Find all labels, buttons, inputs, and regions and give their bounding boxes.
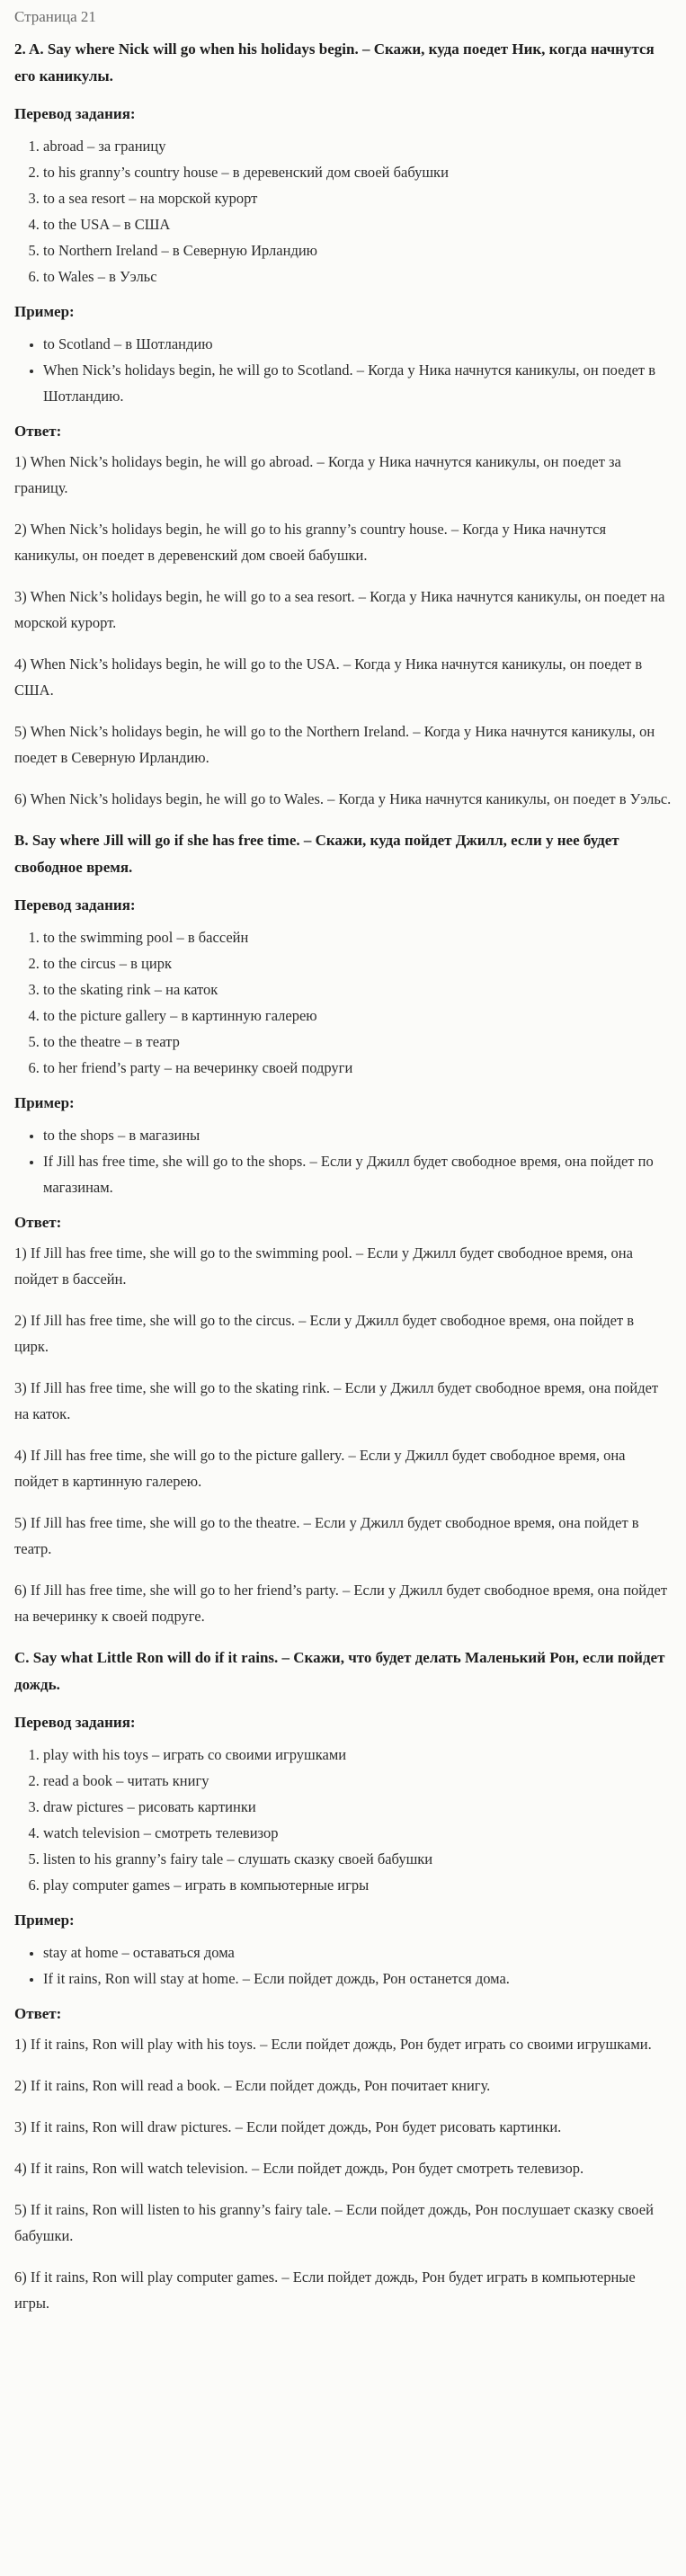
- example-list: [14, 331, 672, 409]
- answer-item: 6) If Jill has free time, she will go to her friend’s party. – Если у Джилл будет свободное время, она пойдет на вечеринку к своей подруге.: [14, 1582, 668, 1625]
- exercise-section-c: [14, 1645, 672, 2316]
- answer-item: 4) If Jill has free time, she will go to the picture gallery. – Если у Джилл будет свободное время, она пойдет в картинную галерею.: [14, 1447, 626, 1490]
- list-item: • to Scotland – в Шотландию: [43, 331, 672, 357]
- answer-item: 3) When Nick’s holidays begin, he will go to a sea resort. – Когда у Ника начнутся каникулы, он поедет на морской курорт.: [14, 588, 665, 631]
- task-title: 2. A. Say where Nick will go when his holidays begin. – Скажи, куда поедет Ник, когда начнутся его каникулы.: [14, 40, 655, 85]
- answer-item: 4) If it rains, Ron will watch television. – Если пойдет дождь, Рон будет смотреть телевизор.: [14, 2160, 584, 2177]
- answer-item: 5) When Nick’s holidays begin, he will go to the Northern Ireland. – Когда у Ника начнутся каникулы, он поедет в Северную Ирландию.: [14, 723, 655, 766]
- list-item: 4. to the picture gallery – в картинную галерею: [43, 1003, 672, 1029]
- list-item: 2. to his granny’s country house – в деревенский дом своей бабушки: [43, 159, 672, 185]
- exercise-section-a: [14, 36, 672, 812]
- list-item: 6. play computer games – играть в компьютерные игры: [43, 1872, 672, 1898]
- list-item: 4. watch television – смотреть телевизор: [43, 1820, 672, 1846]
- translation-heading: Перевод задания:: [14, 1714, 136, 1731]
- example-heading: Пример:: [14, 1912, 75, 1929]
- answer-item: 2) If it rains, Ron will read a book. – Если пойдет дождь, Рон почитает книгу.: [14, 2077, 491, 2094]
- example-list: [14, 1939, 672, 1992]
- exercise-section-b: [14, 827, 672, 1629]
- list-item: 4. to the USA – в США: [43, 211, 672, 237]
- list-item: • to the shops – в магазины: [43, 1122, 672, 1148]
- answer-item: 6) When Nick’s holidays begin, he will go to Wales. – Когда у Ника начнутся каникулы, он поедет в Уэльс.: [14, 790, 672, 807]
- answer-item: 1) If Jill has free time, she will go to the swimming pool. – Если у Джилл будет свободное время, она пойдет в бассейн.: [14, 1244, 633, 1288]
- list-item: 6. to her friend’s party – на вечеринку своей подруги: [43, 1055, 672, 1081]
- answer-heading: Ответ:: [14, 423, 62, 440]
- translation-list: [14, 924, 672, 1081]
- example-heading: Пример:: [14, 303, 75, 320]
- list-item: 3. to the skating rink – на каток: [43, 976, 672, 1003]
- answer-item: 2) If Jill has free time, she will go to the circus. – Если у Джилл будет свободное время, она пойдет в цирк.: [14, 1312, 635, 1355]
- list-item: 3. to a sea resort – на морской курорт: [43, 185, 672, 211]
- answer-heading: Ответ:: [14, 1214, 62, 1231]
- answer-item: 5) If it rains, Ron will listen to his granny’s fairy tale. – Если пойдет дождь, Рон послушает сказку своей бабушки.: [14, 2201, 654, 2244]
- answer-item: 3) If Jill has free time, she will go to the skating rink. – Если у Джилл будет свободное время, она пойдет на каток.: [14, 1379, 659, 1422]
- list-item: 5. to Northern Ireland – в Северную Ирландию: [43, 237, 672, 263]
- answer-item: 4) When Nick’s holidays begin, he will go to the USA. – Когда у Ника начнутся каникулы, он поедет в США.: [14, 655, 643, 699]
- list-item: 1. play with his toys – играть со своими игрушками: [43, 1742, 672, 1768]
- answer-item: 1) If it rains, Ron will play with his toys. – Если пойдет дождь, Рон будет играть со своими игрушками.: [14, 2036, 652, 2053]
- task-title: B. Say where Jill will go if she has free time. – Скажи, куда пойдет Джилл, если у нее будет свободное время.: [14, 832, 619, 876]
- list-item: 6. to Wales – в Уэльс: [43, 263, 672, 290]
- translation-list: [14, 133, 672, 290]
- list-item: • stay at home – оставаться дома: [43, 1939, 672, 1965]
- answer-heading: Ответ:: [14, 2005, 62, 2022]
- task-title: C. Say what Little Ron will do if it rains. – Скажи, что будет делать Маленький Рон, если пойдет дождь.: [14, 1649, 665, 1693]
- page-label: Страница 21: [14, 8, 96, 25]
- answer-item: 3) If it rains, Ron will draw pictures. – Если пойдет дождь, Рон будет рисовать картинки.: [14, 2118, 562, 2135]
- translation-heading: Перевод задания:: [14, 105, 136, 122]
- translation-heading: Перевод задания:: [14, 896, 136, 914]
- answer-item: 2) When Nick’s holidays begin, he will go to his granny’s country house. – Когда у Ника начнутся каникулы, он поедет в деревенский дом своей бабушки.: [14, 521, 607, 564]
- list-item: 2. to the circus – в цирк: [43, 950, 672, 976]
- list-item: 1. abroad – за границу: [43, 133, 672, 159]
- answer-item: 6) If it rains, Ron will play computer games. – Если пойдет дождь, Рон будет играть в компьютерные игры.: [14, 2268, 636, 2312]
- answer-item: 1) When Nick’s holidays begin, he will go abroad. – Когда у Ника начнутся каникулы, он поедет за границу.: [14, 453, 621, 496]
- answer-item: 5) If Jill has free time, she will go to the theatre. – Если у Джилл будет свободное время, она пойдет в театр.: [14, 1514, 639, 1557]
- list-item: 1. to the swimming pool – в бассейн: [43, 924, 672, 950]
- list-item: 3. draw pictures – рисовать картинки: [43, 1794, 672, 1820]
- list-item: • If it rains, Ron will stay at home. – Если пойдет дождь, Рон останется дома.: [43, 1965, 672, 1992]
- list-item: 2. read a book – читать книгу: [43, 1768, 672, 1794]
- list-item: • When Nick’s holidays begin, he will go to Scotland. – Когда у Ника начнутся каникулы, он поедет в Шотландию.: [43, 357, 672, 409]
- example-list: [14, 1122, 672, 1200]
- list-item: 5. to the theatre – в театр: [43, 1029, 672, 1055]
- list-item: • If Jill has free time, she will go to the shops. – Если у Джилл будет свободное время, она пойдет по магазинам.: [43, 1148, 672, 1200]
- list-item: 5. listen to his granny’s fairy tale – слушать сказку своей бабушки: [43, 1846, 672, 1872]
- translation-list: [14, 1742, 672, 1898]
- example-heading: Пример:: [14, 1094, 75, 1111]
